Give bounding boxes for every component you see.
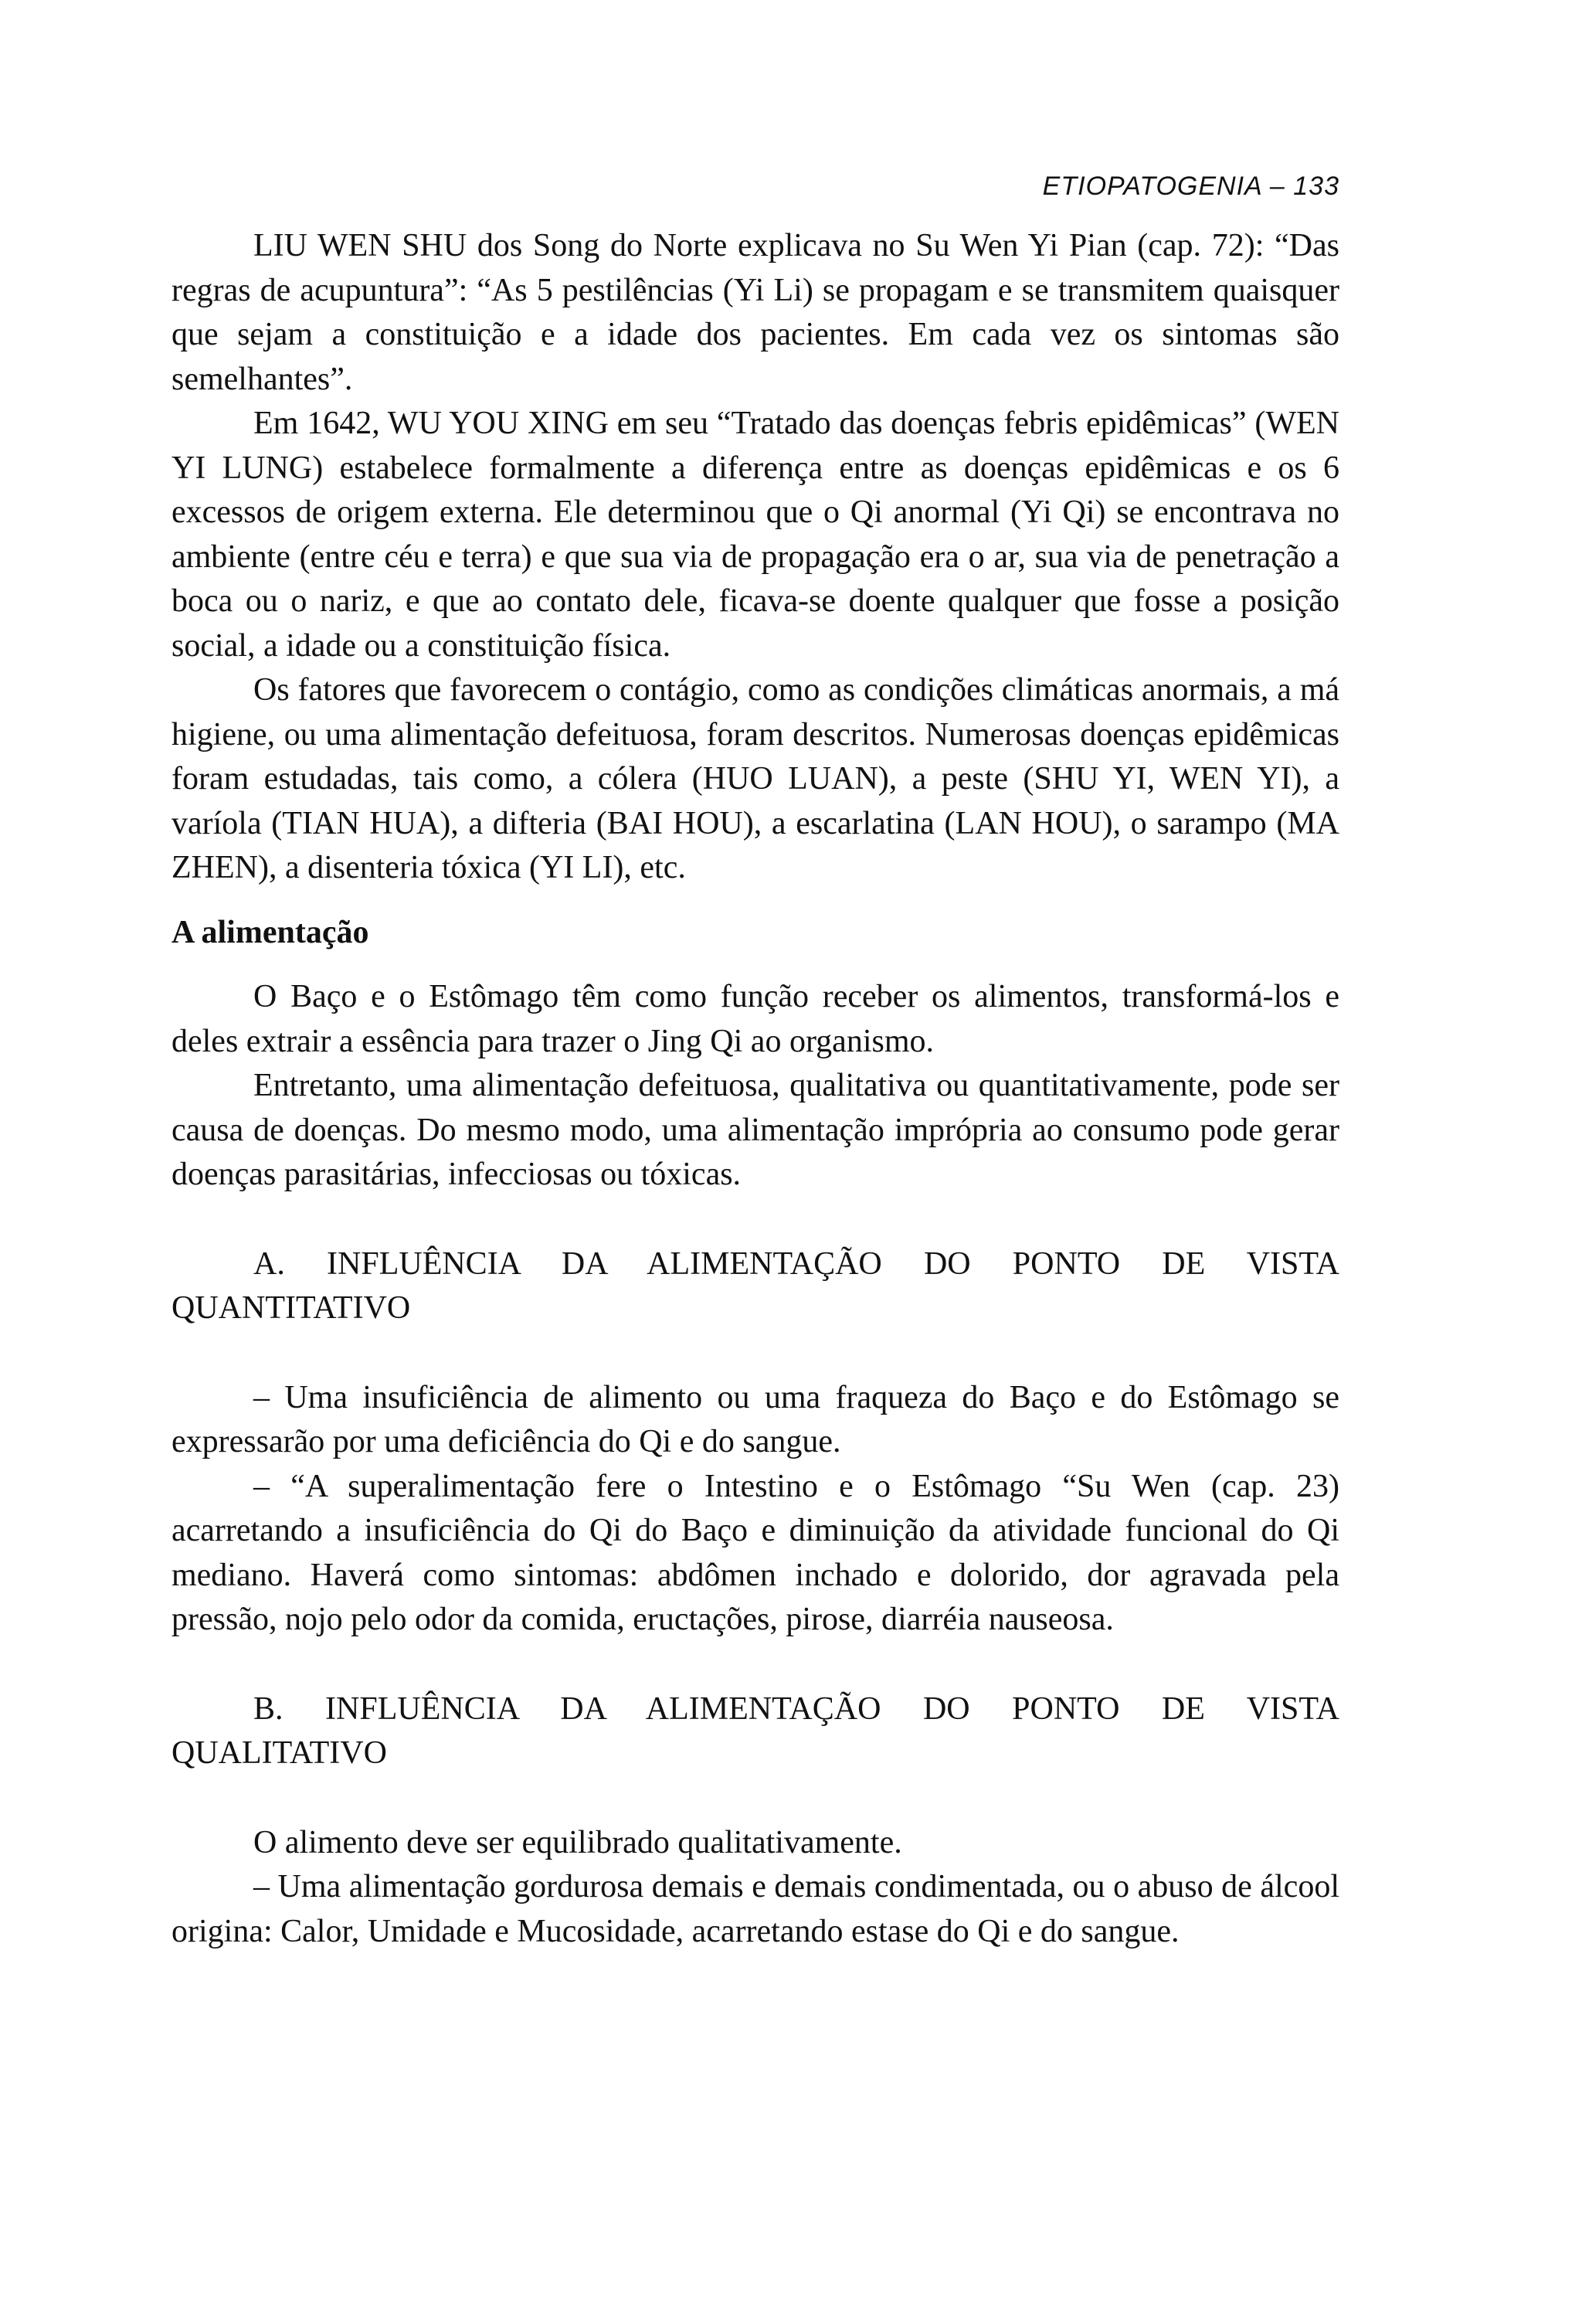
- heading-alimentacao: A alimentação: [171, 914, 369, 950]
- running-head: ETIOPATOGENIA – 133: [1042, 172, 1339, 201]
- paragraph-superalimentacao: – “A superalimentação fere o Intestino e o Estômago “Su Wen (cap. 23) acarretando a insuficiência do Qi do Baço e diminuição da atividade funcional do Qi mediano. Haverá como sintomas: abdômen inchado e dolorido, dor agravada pela pressão, nojo pelo odor da comida, eructações, pirose, diarréia nauseosa.: [171, 1468, 1339, 1637]
- paragraph-alimentacao-defeituosa: Entretanto, uma alimentação defeituosa, qualitativa ou quantitativamente, pode ser causa de doenças. Do mesmo modo, uma alimentação imprópria ao consumo pode gerar doenças parasitárias, infecciosas ou tóxicas.: [171, 1068, 1339, 1192]
- section-title-quantitativo: A. INFLUÊNCIA DA ALIMENTAÇÃO DO PONTO DE VISTA QUANTITATIVO: [171, 1245, 1339, 1326]
- paragraph-baco-estomago: O Baço e o Estômago têm como função receber os alimentos, transformá-los e deles extrair a essência para trazer o Jing Qi ao organismo.: [171, 979, 1339, 1059]
- body-text: [171, 224, 1339, 1954]
- paragraph-insuficiencia: – Uma insuficiência de alimento ou uma fraqueza do Baço e do Estômago se expressarão por uma deficiência do Qi e do sangue.: [171, 1379, 1339, 1459]
- paragraph-fatores-contagio: Os fatores que favorecem o contágio, como as condições climáticas anormais, a má higiene, ou uma alimentação defeituosa, foram descritos. Numerosas doenças epidêmicas foram estudadas, tais como, a cólera (HUO LUAN), a peste (SHU YI, WEN YI), a varíola (TIAN HUA), a difteria (BAI HOU), a escarlatina (LAN HOU), o sarampo (MA ZHEN), a disenteria tóxica (YI LI), etc.: [171, 672, 1339, 885]
- paragraph-wu-you-xing: Em 1642, WU YOU XING em seu “Tratado das doenças febris epidêmicas” (WEN YI LUNG) estabelece formalmente a diferença entre as doenças epidêmicas e os 6 excessos de origem externa. Ele determinou que o Qi anormal (Yi Qi) se encontrava no ambiente (entre céu e terra) e que sua via de propagação era o ar, sua via de penetração a boca ou o nariz, e que ao contato dele, ficava-se doente qualquer que fosse a posição social, a idade ou a constituição física.: [171, 406, 1339, 664]
- paragraph-alimentacao-gordurosa: – Uma alimentação gordurosa demais e demais condimentada, ou o abuso de álcool origina: Calor, Umidade e Mucosidade, acarretando estase do Qi e do sangue.: [171, 1869, 1339, 1949]
- paragraph-alimento-equilibrado: O alimento deve ser equilibrado qualitativamente.: [253, 1824, 902, 1860]
- section-title-qualitativo: B. INFLUÊNCIA DA ALIMENTAÇÃO DO PONTO DE VISTA QUALITATIVO: [171, 1690, 1339, 1771]
- paragraph-liu-wen-shu: LIU WEN SHU dos Song do Norte explicava no Su Wen Yi Pian (cap. 72): “Das regras de acupuntura”: “As 5 pestilências (Yi Li) se propagam e se transmitem quaisquer que sejam a constituição e a idade dos pacientes. Em cada vez os sintomas são semelhantes”.: [171, 228, 1339, 397]
